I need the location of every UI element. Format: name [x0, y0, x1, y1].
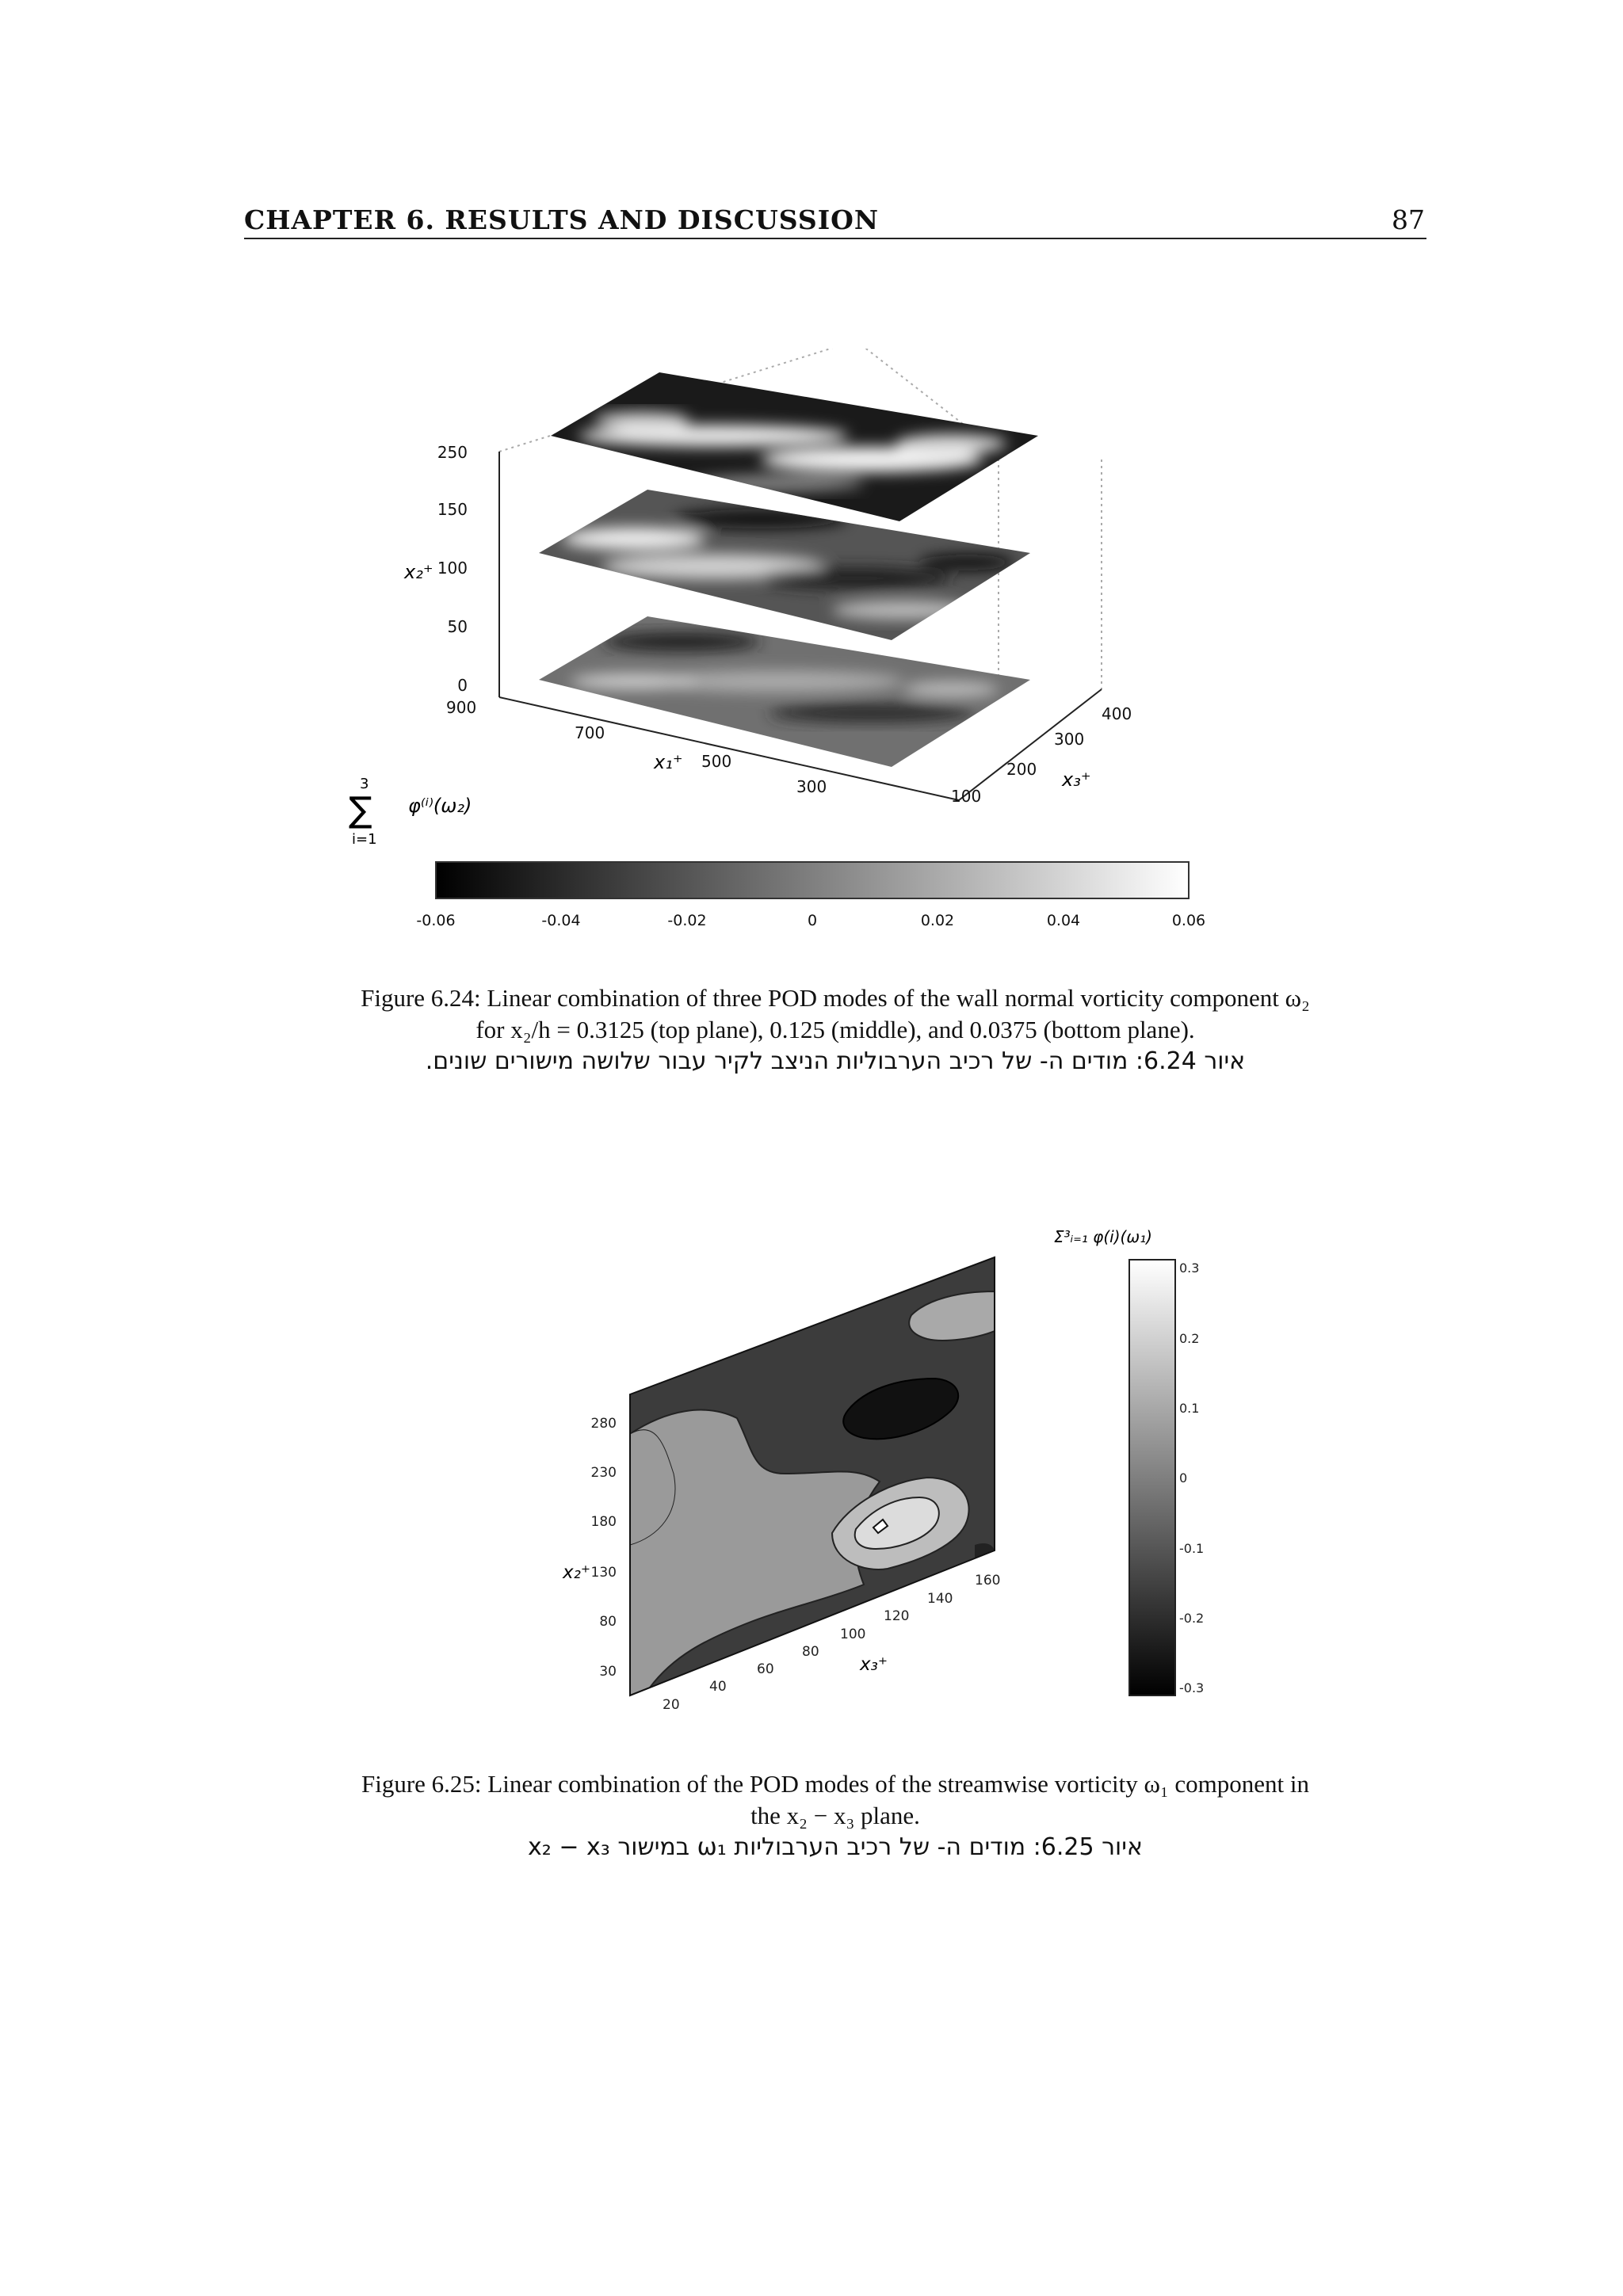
- x3-axis-label: x₃⁺: [1062, 769, 1091, 791]
- plane-top: [539, 364, 1046, 531]
- running-header: [244, 201, 1426, 239]
- z-tick-0: 0: [457, 676, 468, 695]
- figure-6-25: [547, 1212, 1260, 1719]
- z-tick-100: 100: [437, 559, 468, 578]
- caption-6-24-hebrew: איור 6.24: מודים ה- של רכיב הערבוליות הניצב לקיר עבור שלושה מישורים שונים.: [425, 1047, 1246, 1075]
- caption-6-25-line1: Figure 6.25: Linear combination of the POD modes of the streamwise vorticity ω₁ component in: [361, 1770, 1310, 1798]
- plane-bottom: [531, 610, 1038, 776]
- colorbar-2-ticks: [1179, 1261, 1204, 1695]
- fig2-y-label: x₂⁺: [563, 1562, 590, 1583]
- cb2-tick-4: -0.1: [1179, 1541, 1205, 1556]
- x3-tick-100: 100: [951, 787, 982, 806]
- x1-tick-700: 700: [575, 723, 605, 742]
- cb1-tick-1: -0.04: [541, 912, 581, 929]
- x1-tick-500: 500: [701, 752, 732, 771]
- cb1-tick-4: 0.02: [920, 912, 955, 929]
- z-axis-ticks: [437, 443, 468, 695]
- axis-lines: [499, 452, 1102, 800]
- cb2-tick-1: 0.2: [1179, 1331, 1200, 1346]
- x-tick-100: 100: [840, 1627, 866, 1642]
- caption-6-24-line2: for x₂/h = 0.3125 (top plane), 0.125 (middle), and 0.0375 (bottom plane).: [475, 1016, 1195, 1043]
- x3-axis-ticks: [951, 704, 1132, 806]
- cb1-tick-5: 0.04: [1046, 912, 1081, 929]
- cb1-tick-6: 0.06: [1171, 912, 1206, 929]
- y-tick-130: 130: [590, 1565, 617, 1581]
- x1-tick-300: 300: [796, 777, 827, 796]
- sum-lower: i=1: [352, 831, 377, 848]
- x-tick-140: 140: [927, 1591, 953, 1607]
- cb1-tick-3: 0: [807, 912, 818, 929]
- cb2-tick-5: -0.2: [1179, 1611, 1205, 1626]
- x-tick-60: 60: [757, 1661, 774, 1677]
- plane-middle: [531, 483, 1038, 650]
- x-tick-120: 120: [884, 1608, 910, 1624]
- page-number: 87: [1392, 204, 1425, 235]
- colorbar-label: [349, 776, 472, 848]
- cb2-tick-6: -0.3: [1179, 1680, 1205, 1695]
- caption-6-25-line2: the x₂ − x₃ plane.: [750, 1802, 920, 1829]
- fig2-x-label: x₃⁺: [860, 1654, 888, 1675]
- caption-6-24-line1: Figure 6.24: Linear combination of three POD modes of the wall normal vorticity component ω₂: [361, 984, 1310, 1012]
- cb2-tick-0: 0.3: [1179, 1261, 1200, 1276]
- caption-figure-6-24: [244, 982, 1426, 1077]
- cb2-tick-2: 0.1: [1179, 1401, 1200, 1416]
- y-tick-30: 30: [599, 1664, 617, 1680]
- x1-axis-label: x₁⁺: [654, 751, 683, 773]
- sum-symbol: ∑: [349, 790, 372, 830]
- sum-term: φ⁽ⁱ⁾(ω₂): [408, 795, 472, 817]
- x3-tick-200: 200: [1006, 760, 1037, 779]
- chapter-title: CHAPTER 6. RESULTS AND DISCUSSION: [244, 204, 880, 235]
- y-tick-80: 80: [599, 1614, 617, 1630]
- colorbar-1-ticks: [416, 912, 1205, 929]
- x-tick-40: 40: [709, 1679, 727, 1695]
- x-tick-160: 160: [975, 1573, 1001, 1589]
- z-axis-label: x₂⁺: [404, 561, 433, 583]
- figure-6-24: [301, 349, 1252, 951]
- x-tick-20: 20: [663, 1697, 680, 1713]
- x3-tick-400: 400: [1102, 704, 1132, 723]
- fig2-y-ticks: [591, 1416, 617, 1680]
- y-tick-180: 180: [590, 1514, 617, 1530]
- cb1-tick-2: -0.02: [667, 912, 707, 929]
- x1-tick-900: 900: [446, 698, 477, 717]
- colorbar-2: [1129, 1260, 1175, 1695]
- caption-figure-6-25: [244, 1768, 1426, 1863]
- z-tick-50: 50: [447, 617, 468, 636]
- x3-tick-300: 300: [1054, 730, 1085, 749]
- cb1-tick-0: -0.06: [416, 912, 456, 929]
- caption-6-25-hebrew: איור 6.25: מודים ה- של רכיב הערבוליות ω₁ במישור x₂ − x₃: [528, 1833, 1143, 1861]
- contour-plane: [626, 1252, 999, 1703]
- z-tick-250: 250: [437, 443, 468, 462]
- x-tick-80: 80: [802, 1644, 819, 1660]
- colorbar-1: [436, 862, 1189, 898]
- y-tick-230: 230: [590, 1465, 617, 1481]
- fig2-colorbar-label: Σ³ᵢ₌₁ φ(i)(ω₁): [1054, 1227, 1152, 1246]
- z-tick-150: 150: [437, 500, 468, 519]
- sum-upper: 3: [360, 776, 369, 792]
- y-tick-280: 280: [590, 1416, 617, 1432]
- cb2-tick-3: 0: [1179, 1470, 1188, 1486]
